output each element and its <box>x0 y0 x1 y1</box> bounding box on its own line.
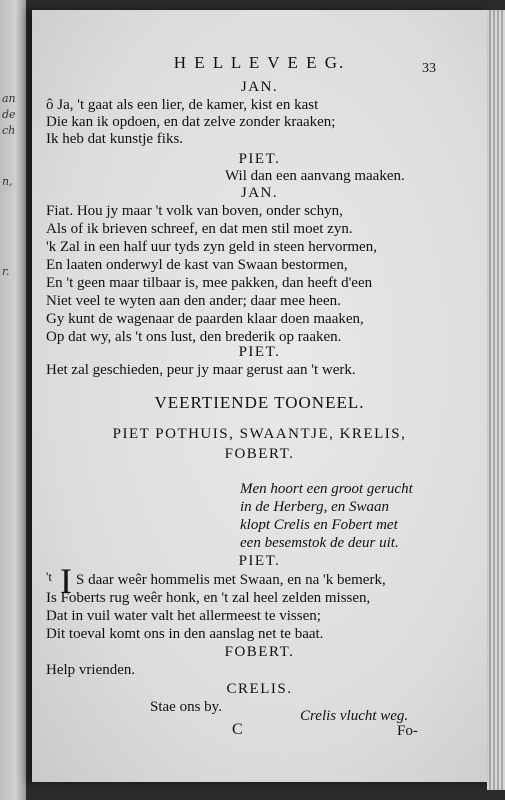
stage-direction: Men hoort een groot gerucht <box>240 481 413 497</box>
verse-line: Wil dan een aanvang maaken. <box>225 168 405 184</box>
stage-direction: Crelis vlucht weg. <box>300 708 409 724</box>
speaker-piet: PIET. <box>238 151 281 167</box>
verse-line: Help vrienden. <box>46 662 136 678</box>
verse-line: Dat in vuil water valt het allermeest te vissen; <box>46 608 321 624</box>
verse-line: Op dat wy, als 't ons lust, den brederik op raaken. <box>46 329 342 345</box>
facing-page-edge <box>0 0 26 800</box>
verse-line: Gy kunt de wagenaar de paarden klaar doen maaken, <box>46 311 364 327</box>
verse-line: S daar weêr hommelis met Swaan, en na 'k bemerk, <box>76 572 386 588</box>
page-stack-edge <box>487 10 505 790</box>
margin-fragment: de <box>2 108 16 121</box>
verse-line: En laaten onderwyl de kast van Swaan bestormen, <box>46 257 348 273</box>
verse-line: 'k Zal in een half uur tyds zyn geld in steen hervormen, <box>46 239 377 255</box>
verse-line: Ik heb dat kunstje fiks. <box>46 131 184 147</box>
stage-direction: klopt Crelis en Fobert met <box>240 517 398 533</box>
margin-fragment: ch <box>2 124 16 137</box>
book-page <box>32 10 487 782</box>
page-number: 33 <box>422 61 436 76</box>
character-list: FOBERT. <box>224 446 295 462</box>
margin-fragment: an <box>2 92 16 105</box>
speaker-piet: PIET. <box>238 553 281 569</box>
scene-heading: VEERTIENDE TOONEEL. <box>154 393 365 412</box>
stage-direction: in de Herberg, en Swaan <box>240 499 390 515</box>
verse-line: Als of ik brieven schreef, en dat men stil moet zyn. <box>46 221 353 237</box>
verse-line: En 't geen maar tilbaar is, mee pakken, dan heeft d'een <box>46 275 373 291</box>
verse-line: Fiat. Hou jy maar 't volk van boven, onder schyn, <box>46 203 343 219</box>
verse-line: Die kan ik opdoen, en dat zelve zonder kraaken; <box>46 114 336 130</box>
verse-line: Niet veel te wyten aan den ander; daar mee heen. <box>46 293 341 309</box>
verse-line: Dit toeval komt ons in den aanslag net te baat. <box>46 626 324 642</box>
speaker-jan: JAN. <box>240 79 279 95</box>
verse-line: Het zal geschieden, peur jy maar gerust aan 't werk. <box>46 362 356 378</box>
margin-fragment: n, <box>2 175 13 188</box>
verse-line: ô Ja, 't gaat als een lier, de kamer, kist en kast <box>46 97 319 113</box>
stage-direction: een besemstok de deur uit. <box>240 535 399 551</box>
speaker-crelis: CRELIS. <box>226 681 293 697</box>
verse-line: Is Foberts rug weêr honk, en 't zal heel zelden missen, <box>46 590 371 606</box>
verse-line: 't <box>46 569 52 584</box>
running-head: H E L L E V E E G. <box>173 53 346 72</box>
speaker-piet: PIET. <box>238 344 281 360</box>
drop-cap: I <box>60 561 72 601</box>
signature-mark: C <box>232 721 243 738</box>
speaker-fobert: FOBERT. <box>224 644 295 660</box>
margin-fragment: r. <box>2 265 10 278</box>
speaker-jan: JAN. <box>240 185 279 201</box>
catchword: Fo- <box>397 723 418 739</box>
character-list: PIET POTHUIS, SWAANTJE, KRELIS, <box>112 426 407 442</box>
verse-line: Stae ons by. <box>150 699 222 715</box>
